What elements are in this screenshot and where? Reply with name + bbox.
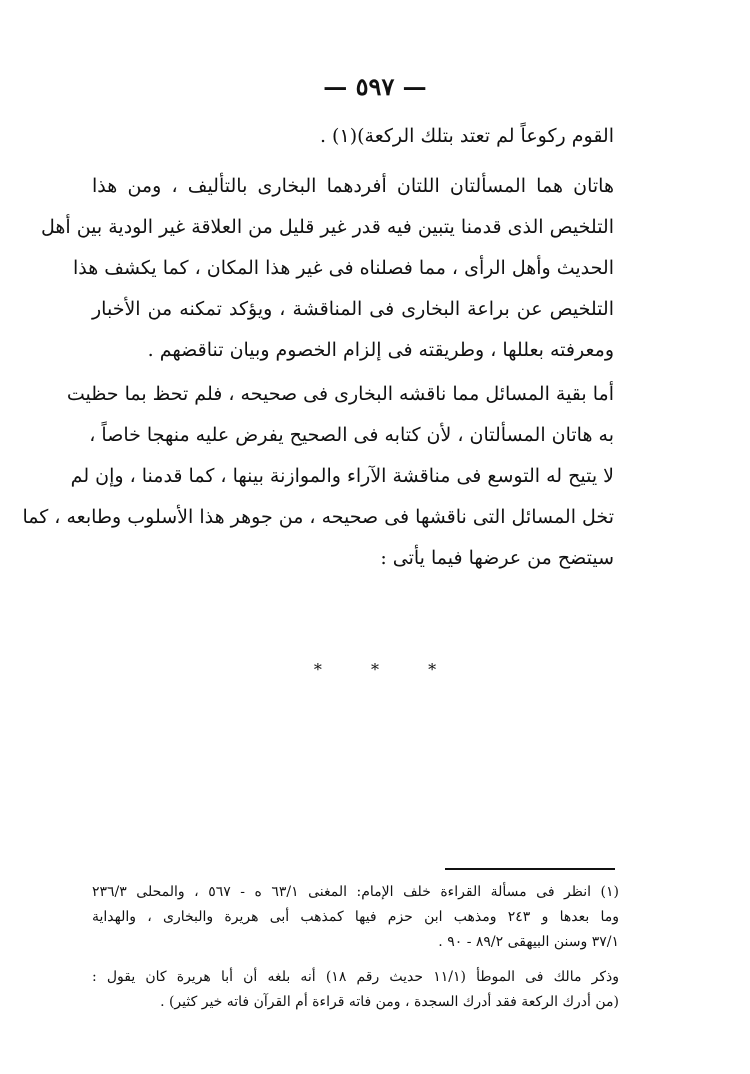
text-line: الحديث وأهل الرأى ، مما فصلناه فى غير هذا المكان ، كما يكشف هذا xyxy=(73,257,614,279)
footnote-line: (من أدرك الركعة فقد أدرك السجدة ، ومن فاته قراءة أم القرآن فاته خير كثير) . xyxy=(160,994,619,1010)
text-line: لا يتيح له التوسع فى مناقشة الآراء والموازنة بينها ، كما قدمنا ، وإن لم xyxy=(70,465,614,487)
text-line: التلخيص الذى قدمنا يتبين فيه قدر غير قليل من العلاقة غير الودية بين أهل xyxy=(40,216,614,238)
text-line: أما بقية المسائل مما ناقشه البخارى فى صحيحه ، فلم تحظ بما حظيت xyxy=(66,383,614,405)
text-line: ومعرفته بعللها ، وطريقته فى إلزام الخصوم وبيان تناقضهم . xyxy=(147,339,614,361)
footnote-gap xyxy=(92,955,619,965)
footnote-line: ٣٧/١ وسنن البيهقى ٨٩/٢ - ٩٠ . xyxy=(438,934,619,950)
text-line: هاتان هما المسألتان اللتان أفردهما البخارى بالتأليف ، ومن هذا xyxy=(92,175,614,197)
text-line: به هاتان المسألتان ، لأن كتابه فى الصحيح يفرض عليه منهجا خاصاً ، xyxy=(89,424,614,446)
footnote-line: وما بعدها و ٢٤٣ ومذهب ابن حزم فيها كمذهب أبى هريرة والبخارى ، والهداية xyxy=(92,909,619,925)
text-line: سيتضح من عرضها فيما يأتى : xyxy=(380,547,614,569)
page-number: — ٥٩٧ — xyxy=(323,72,427,101)
section-separator: * * * xyxy=(313,660,459,679)
text-line: التلخيص عن براعة البخارى فى المناقشة ، ويؤكد تمكنه من الأخبار xyxy=(92,298,614,320)
text-line: القوم ركوعاً لم تعتد بتلك الركعة)(١) . xyxy=(319,125,614,147)
footnote-line: (١) انظر فى مسألة القراءة خلف الإمام: المغنى ٦٣/١ ه - ٥٦٧ ، والمحلى ٢٣٦/٣ xyxy=(92,884,619,900)
footnote-line: وذكر مالك فى الموطأ (١١/١ حديث رقم ١٨) أنه بلغه أن أبا هريرة كان يقول : xyxy=(92,969,619,985)
paragraph-remaining-issues xyxy=(22,374,614,579)
text-line: تخل المسائل التى ناقشها فى صحيحه ، من جوهر هذا الأسلوب وطابعه ، كما xyxy=(22,506,614,528)
footnotes xyxy=(92,880,619,1015)
footnote-divider xyxy=(445,868,615,870)
paragraph-two-issues xyxy=(40,166,614,371)
paragraph-continuation xyxy=(92,116,614,157)
